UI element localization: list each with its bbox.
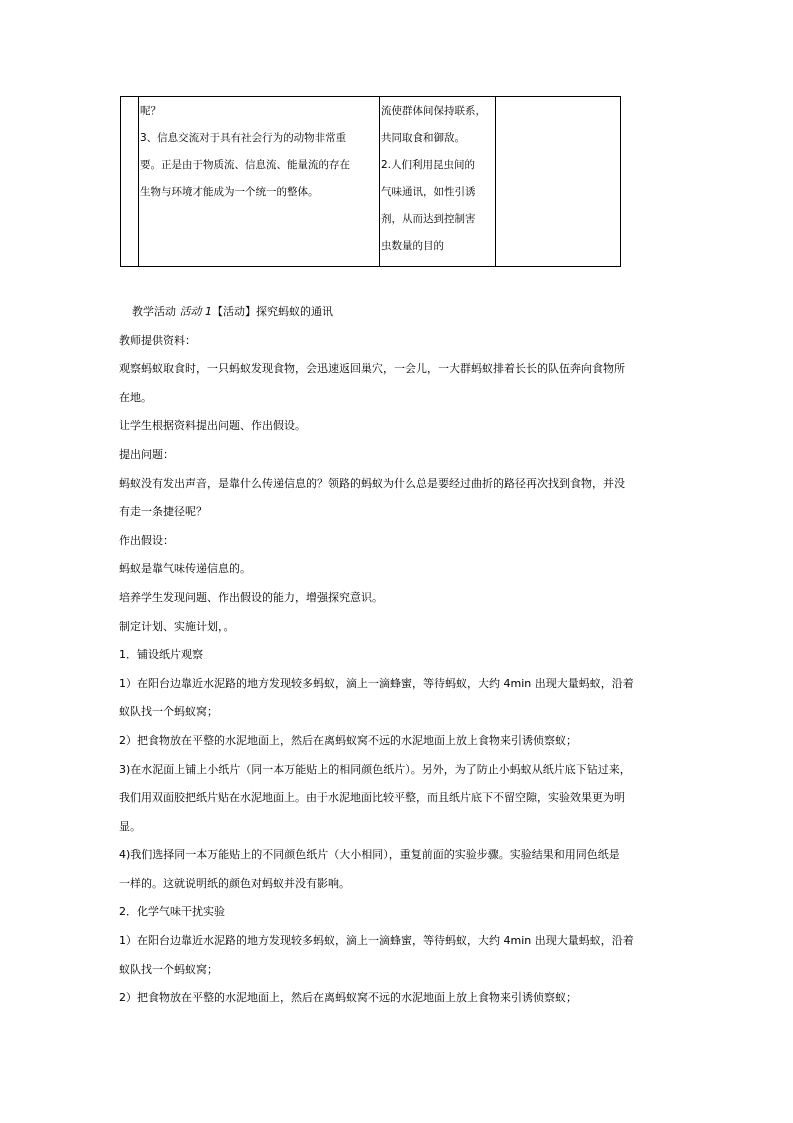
cell-text-line: 气味通讯，如性引诱 — [381, 186, 476, 198]
paragraph-line: 作出假设： — [119, 533, 174, 547]
paragraph-line: 蚂蚁没有发出声音，是靠什么传递信息的？领路的蚂蚁为什么总是要经过曲折的路径再次找到食物，并没 — [119, 476, 625, 490]
paragraph-line: 有走一条捷径呢？ — [119, 505, 207, 519]
cell-text-line: 2.人们利用昆虫间的 — [381, 159, 476, 171]
cell-text-line: 生物与环境才能成为一个统一的整体。 — [140, 186, 319, 198]
paragraph-line: 我们用双面胶把纸片贴在水泥地面上。由于水泥地面比较平整，而且纸片底下不留空隙，实验效果更为明 — [119, 791, 625, 805]
paragraph-line: 3)在水泥面上铺上小纸片（同一本万能贴上的相同颜色纸片）。另外，为了防止小蚂蚁从纸片底下钻过来， — [119, 762, 631, 776]
activity-prefix: 教学活动 — [132, 305, 176, 318]
cell-text-line: 虫数量的目的 — [381, 240, 444, 252]
paragraph-line: 蚁队找一个蚂蚁窝； — [119, 705, 218, 719]
lesson-body — [119, 298, 679, 1013]
table-cell-blank — [121, 97, 139, 267]
paragraph-line: 4)我们选择同一本万能贴上的不同颜色纸片（大小相同），重复前面的实验步骤。实验结果和用同色纸是 — [119, 848, 620, 862]
table-cell-notes — [380, 97, 496, 267]
paragraph-line: 蚂蚁是靠气味传递信息的。 — [119, 562, 251, 576]
paragraph-line: 1）在阳台边靠近水泥路的地方发现较多蚂蚁，滴上一滴蜂蜜，等待蚂蚁，大约 4min 出现大量蚂蚁，沿着 — [119, 676, 634, 690]
paragraph-line: 观察蚂蚁取食时，一只蚂蚁发现食物，会迅速返回巢穴，一会儿，一大群蚂蚁排着长长的队伍奔向食物所 — [119, 362, 625, 376]
paragraph-line: 培养学生发现问题、作出假设的能力，增强探究意识。 — [119, 590, 383, 604]
paragraph-line: 显。 — [119, 819, 141, 833]
table-row — [121, 97, 621, 267]
paragraph-line: 蚁队找一个蚂蚁窝； — [119, 962, 218, 976]
cell-text-line: 呢？ — [140, 105, 161, 117]
section-heading: 2．化学气味干扰实验 — [119, 905, 225, 919]
paragraph-line: 制定计划、实施计划，。 — [119, 619, 235, 633]
paragraph-line: 2）把食物放在平整的水泥地面上，然后在离蚂蚁窝不远的水泥地面上放上食物来引诱侦察蚁； — [119, 733, 577, 747]
paragraph-line: 让学生根据资料提出问题、作出假设。 — [119, 419, 306, 433]
activity-title: 【活动】探究蚂蚁的通讯 — [212, 305, 333, 318]
paragraph-line: 2）把食物放在平整的水泥地面上，然后在离蚂蚁窝不远的水泥地面上放上食物来引诱侦察蚁； — [119, 991, 577, 1005]
cell-text-line: 3、信息交流对于具有社会行为的动物非常重 — [140, 132, 347, 144]
paragraph-line: 教师提供资料： — [119, 333, 196, 347]
paragraph-line: 提出问题： — [119, 447, 174, 461]
table-cell-blank — [496, 97, 621, 267]
activity-heading — [119, 298, 679, 327]
lesson-table — [120, 96, 621, 267]
cell-text-line: 流使群体间保持联系， — [381, 105, 486, 117]
paragraph-line: 一样的。这就说明纸的颜色对蚂蚁并没有影响。 — [119, 876, 350, 890]
activity-number: 活动 1 — [179, 305, 212, 318]
cell-text-line: 共同取食和御敌。 — [381, 132, 465, 144]
cell-text-line: 剂，从而达到控制害 — [381, 213, 476, 225]
cell-text-line: 要。正是由于物质流、信息流、能量流的存在 — [140, 159, 350, 171]
table-cell-content — [139, 97, 380, 267]
paragraph-line: 1）在阳台边靠近水泥路的地方发现较多蚂蚁，滴上一滴蜂蜜，等待蚂蚁，大约 4min 出现大量蚂蚁，沿着 — [119, 934, 634, 948]
paragraph-line: 在地。 — [119, 390, 152, 404]
section-heading: 1．铺设纸片观察 — [119, 648, 203, 662]
